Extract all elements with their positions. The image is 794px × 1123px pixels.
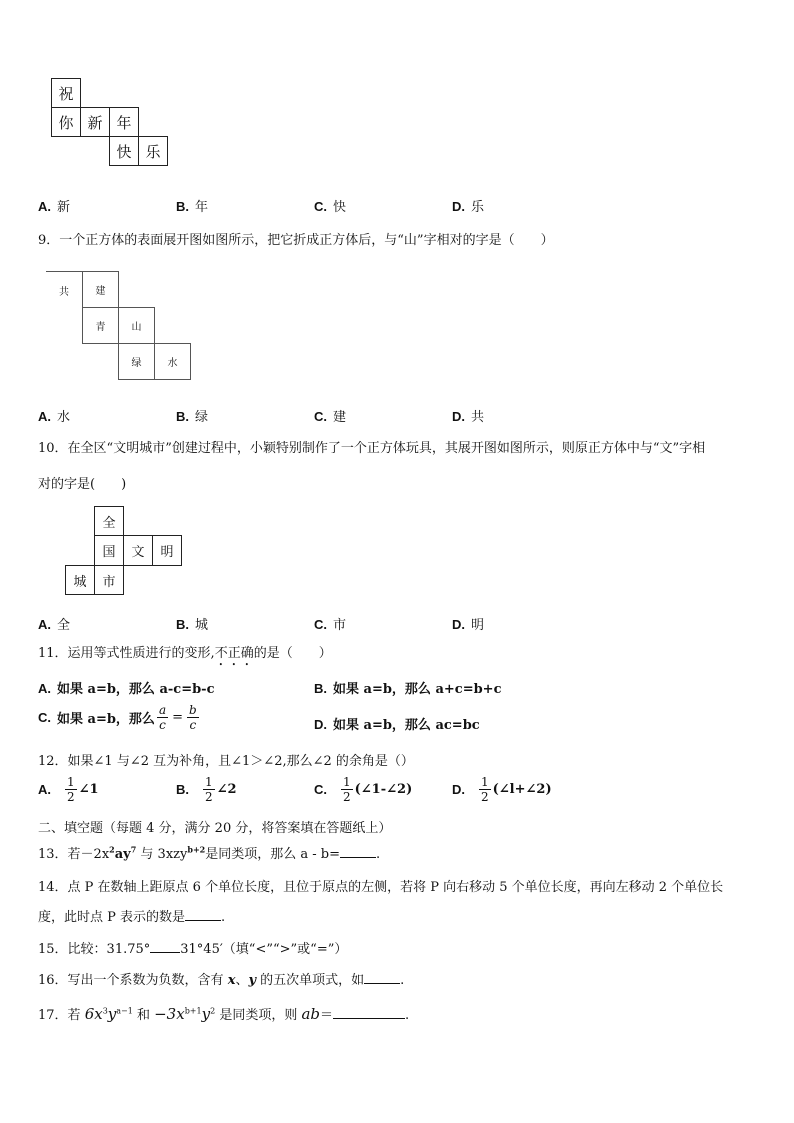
option-c[interactable]: C. 如果 a=b，那么 $\frac{a}{c}$ = $\frac{b}{c}$ (38, 703, 197, 732)
net-cell: 城 (65, 565, 95, 595)
option-c[interactable]: C. 市 (314, 617, 347, 633)
answer-blank[interactable] (333, 1018, 405, 1019)
option-d[interactable]: D. $\frac{1}{2}$ (∠l+∠2) (452, 775, 552, 804)
option-a[interactable]: A. 全 (38, 617, 71, 633)
net-cell: 全 (94, 506, 124, 536)
net-cell: 建 (82, 271, 119, 308)
option-a[interactable]: A. $\frac{1}{2}$ ∠1 (38, 775, 99, 804)
option-c[interactable]: C. 建 (314, 409, 347, 425)
q12-text: 12．如果∠1 与∠2 互为补角，且∠1＞∠2,那么∠2 的余角是（） (38, 754, 414, 769)
net-cell: 绿 (118, 343, 155, 380)
net-cell: 你 (51, 107, 81, 137)
fraction-a-c: $\frac{a}{c}$ (158, 703, 167, 732)
option-c[interactable]: C. $\frac{1}{2}$ (∠1-∠2) (314, 775, 413, 804)
net-cell: 国 (94, 535, 124, 566)
q9-text: 9．一个正方体的表面展开图如图所示，把它折成正方体后，与“山”字相对的字是（ ） (38, 233, 554, 248)
answer-blank[interactable] (364, 983, 400, 984)
option-d[interactable]: D. 如果 a=b，那么 ac=bc (314, 717, 480, 733)
answer-blank[interactable] (340, 857, 376, 858)
net-cell: 乐 (138, 136, 168, 166)
option-c[interactable]: C. 快 (314, 199, 347, 215)
option-a[interactable]: A. 水 (38, 409, 71, 425)
net-cell: 文 (123, 535, 153, 566)
net-cell: 山 (118, 307, 155, 344)
q14-text-line1: 14．点 P 在数轴上距原点 6 个单位长度，且位于原点的左侧，若将 P 向右移动 5 个单位长度，再向左移动 2 个单位长 (38, 880, 724, 895)
q11-text: 11．运用等式性质进行的变形,不正确的是（ ） (38, 646, 332, 661)
section-heading: 二、填空题（每题 4 分，满分 20 分，将答案填在答题纸上） (38, 821, 392, 836)
net-cell: 共 (46, 271, 83, 308)
option-d[interactable]: D. 乐 (452, 199, 485, 215)
emphasis-text: 不正确 (214, 646, 254, 661)
option-a[interactable]: A. 如果 a=b，那么 a-c=b-c (38, 681, 215, 697)
option-d[interactable]: D. 共 (452, 409, 485, 425)
option-b[interactable]: B. 如果 a=b，那么 a+c=b+c (314, 681, 502, 697)
q16-text: 16．写出一个系数为负数，含有 x、y 的五次单项式，如 . (38, 973, 405, 988)
option-b[interactable]: B. 城 (176, 617, 209, 633)
option-d[interactable]: D. 明 (452, 617, 485, 633)
answer-blank[interactable] (150, 952, 180, 953)
net-cell: 祝 (51, 78, 81, 108)
q10-text-line2: 对的字是( ) (38, 477, 127, 492)
net-cell: 青 (82, 307, 119, 344)
answer-blank[interactable] (185, 920, 221, 921)
option-b[interactable]: B. $\frac{1}{2}$ ∠2 (176, 775, 237, 804)
q15-text: 15．比较：31.75° 31°45′（填“<”“>”或“=”） (38, 942, 348, 957)
fraction-b-c: $\frac{b}{c}$ (189, 703, 197, 732)
net-cell: 年 (109, 107, 139, 137)
q14-text-line2: 度，此时点 P 表示的数是 . (38, 910, 226, 925)
option-b[interactable]: B. 年 (176, 199, 209, 215)
q13-text: 13．若$-2x^2ay^7$ 与 3xzy$^{b+2}$是同类项，那么 a - b= . (38, 844, 381, 862)
net-cell: 明 (152, 535, 182, 566)
q10-text-line1: 10．在全区“文明城市”创建过程中，小颖特别制作了一个正方体玩具，其展开图如图所示，则原正方体中与“文”字相 (38, 441, 706, 456)
option-a[interactable]: A. 新 (38, 199, 71, 215)
net-cell: 快 (109, 136, 139, 166)
net-cell: 新 (80, 107, 110, 137)
net-cell: 水 (154, 343, 191, 380)
option-b[interactable]: B. 绿 (176, 409, 209, 425)
net-cell: 市 (94, 565, 124, 595)
q17-text: 17．若 $6x^3y^{a-1}$ 和 $-3x^{b+1}y^2$ 是同类项，则 ab＝ . (38, 1005, 410, 1023)
